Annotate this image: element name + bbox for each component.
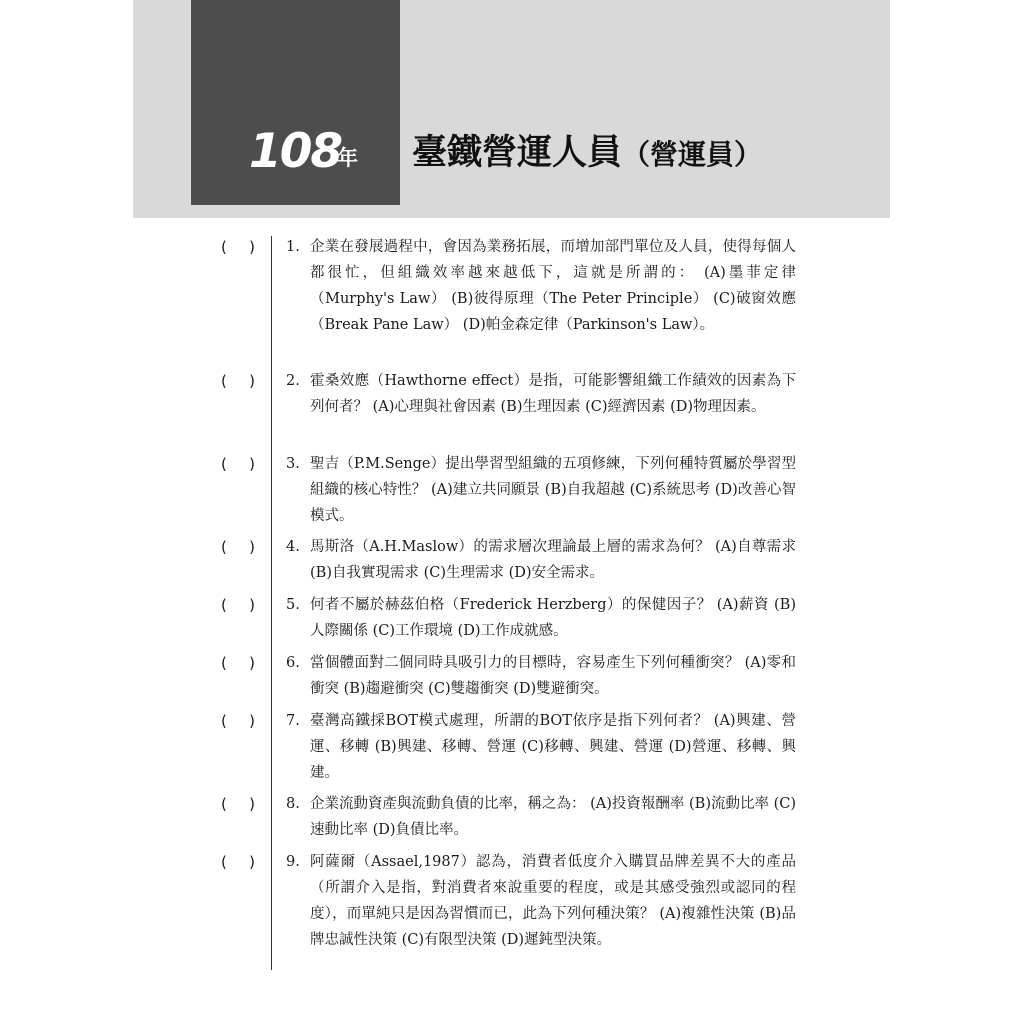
question-text: 何者不屬於赫茲伯格（Frederick Herzberg）的保健因子？ (A)薪資 (B)人際關係 (C)工作環境 (D)工作成就感。 <box>310 597 796 639</box>
question-text: 當個體面對二個同時具吸引力的目標時，容易產生下列何種衝突？ (A)零和衝突 (B)趨避衝突 (C)雙趨衝突 (D)雙避衝突。 <box>310 655 796 697</box>
question-number: 7. <box>286 713 300 729</box>
question-number: 8. <box>286 796 300 812</box>
exam-subtitle: （營運員） <box>622 138 763 171</box>
exam-year-unit: 年 <box>337 146 358 170</box>
question-number: 2. <box>286 373 300 389</box>
answer-blank: ( ) <box>221 455 255 473</box>
answer-blank: ( ) <box>221 538 255 556</box>
question-text: 聖吉（P.M.Senge）提出學習型組織的五項修練，下列何種特質屬於學習型組織的核心特性？ (A)建立共同願景 (B)自我超越 (C)系統思考 (D)改善心智模式。 <box>310 456 796 524</box>
answer-blank: ( ) <box>221 238 255 256</box>
question-text: 霍桑效應（Hawthorne effect）是指，可能影響組織工作績效的因素為下列何者？ (A)心理與社會因素 (B)生理因素 (C)經濟因素 (D)物理因素。 <box>310 373 796 415</box>
exam-year: 108 <box>249 124 342 179</box>
answer-blank: ( ) <box>221 795 255 813</box>
exam-title-text: 臺鐵營運人員 <box>412 133 623 173</box>
question-number: 1. <box>286 239 300 255</box>
question-text: 阿薩爾（Assael,1987）認為，消費者低度介入購買品牌差異不大的產品（所謂介入是指，對消費者來說重要的程度，或是其感受強烈或認同的程度），而單純只是因為習慣而已，此為下列何種決策？ (A)複雜性決策 (B)品牌忠誠性決策 (C)有限型決策 (D)遲鈍型決策。 <box>310 854 796 948</box>
question-text: 企業在發展過程中，會因為業務拓展，而增加部門單位及人員，使得每個人都很忙，但組織效率越來越低下，這就是所謂的： (A)墨菲定律（Murphy's Law） (B)彼得原理（The Peter Principle） (C)破窗效應（Break Pane Law） (D)帕金森定律（Parkinson's Law）。 <box>310 239 796 333</box>
question-number: 4. <box>286 539 300 555</box>
question-divider <box>271 236 272 970</box>
exam-title <box>412 133 763 173</box>
answer-blank: ( ) <box>221 372 255 390</box>
answer-blank: ( ) <box>221 596 255 614</box>
question-number: 3. <box>286 456 300 472</box>
answer-blank: ( ) <box>221 654 255 672</box>
question-number: 5. <box>286 597 300 613</box>
question-number: 9. <box>286 854 300 870</box>
question-number: 6. <box>286 655 300 671</box>
answer-blank: ( ) <box>221 712 255 730</box>
question-text: 臺灣高鐵採BOT模式處理，所謂的BOT依序是指下列何者？ (A)興建、營運、移轉 (B)興建、移轉、營運 (C)移轉、興建、營運 (D)營運、移轉、興建。 <box>310 713 796 781</box>
question-text: 企業流動資產與流動負債的比率，稱之為： (A)投資報酬率 (B)流動比率 (C)速動比率 (D)負債比率。 <box>310 796 796 838</box>
question-text: 馬斯洛（A.H.Maslow）的需求層次理論最上層的需求為何？ (A)自尊需求 (B)自我實現需求 (C)生理需求 (D)安全需求。 <box>310 539 796 581</box>
answer-blank: ( ) <box>221 853 255 871</box>
